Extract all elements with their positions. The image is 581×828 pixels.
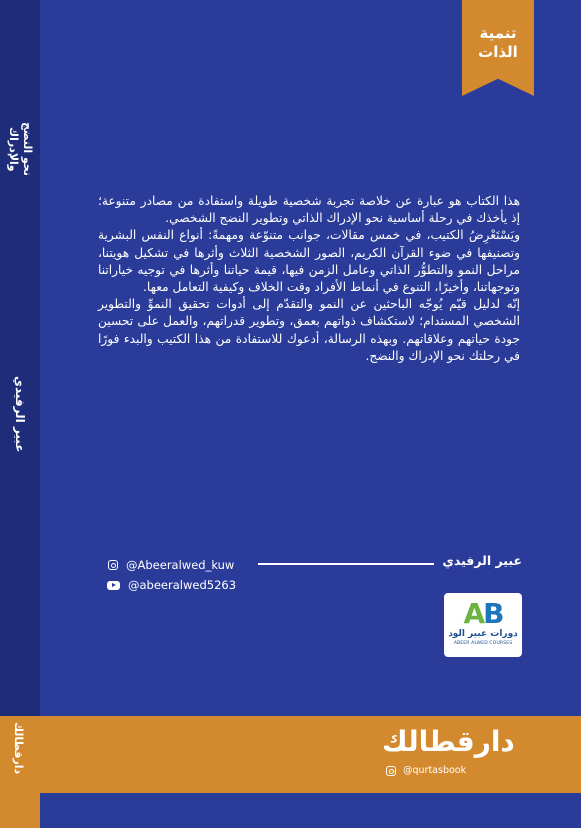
category-label [462, 24, 534, 62]
publisher-logo: دارقطالك [382, 725, 515, 758]
author-youtube-handle: @abeeralwed5263 [128, 578, 237, 592]
author-divider [258, 563, 434, 565]
book-description [98, 193, 520, 365]
instagram-icon [108, 560, 118, 570]
category-line1: تنمية [479, 24, 517, 42]
description-paragraph: ويَسْتَعْرِضُ الكتيب، في خمس مقالات، جوانب متنوّعة ومهمةً: أنواع النفس البشرية وتصنيفها في ضوء القرآن الكريم، الصور الشخصية الثلاث وأثرها في تشكيل هويتنا، مراحل النمو والتطوُّر الذاتي وعامل الزمن فيها، قيمة حياتنا وأثرها في توجيه خياراتنا وتوجهاتنا، وأخيرًا، التنوع في أنماط الأفراد وقت الخلاف وكيفية التعامل معها. [98, 228, 520, 295]
youtube-icon [107, 581, 120, 590]
author-youtube[interactable] [107, 578, 236, 592]
logo-mark: AB [463, 597, 503, 630]
description-paragraph: هذا الكتاب هو عبارة عن خلاصة تجربة شخصية طويلة واستفادة من مصادر متنوعة؛ إذ يأخذك في رحلة أساسية نحو الإدراك الذاتي وتطوير النضج الشخصي. [98, 194, 520, 226]
logo-arabic: دورات عبير الود [448, 629, 518, 639]
description-paragraph: إنّه لدليل قيّم يُوجّه الباحثين عن النمو والتقدّم إلى أدوات تحقيق النموِّ والتطوير الشخصي المستدام؛ لاستكشاف ذواتهم بعمق، وتطوير قدراتهم، والعمل على تحسين جودة حياتهم وعلاقاتهم. وبهذه الرسالة، أدعوك للاستفادة من هذا الكتيب والبدء فورًا في رحلتك نحو الإدراك والنضج. [98, 297, 520, 363]
bottom-strip [40, 793, 581, 828]
spine-author: عبير الرفيدي [13, 376, 27, 453]
publisher-instagram[interactable] [386, 765, 466, 776]
publisher-instagram-handle: @qurtasbook [403, 765, 467, 776]
spine-publisher: دارقطالك [12, 722, 25, 775]
spine-title [6, 122, 34, 176]
spine-title-line1: نحو النضج [21, 122, 34, 176]
courses-logo [444, 593, 522, 657]
spine-title-line2: والإدراك [7, 126, 20, 172]
logo-english: ABEER ALWED COURSES [453, 641, 513, 646]
category-line2: الذات [478, 43, 518, 61]
instagram-icon [386, 766, 396, 776]
author-instagram[interactable] [108, 558, 234, 572]
author-name: عبير الرفيدي [442, 553, 522, 568]
author-instagram-handle: @Abeeralwed_kuw [126, 558, 235, 572]
